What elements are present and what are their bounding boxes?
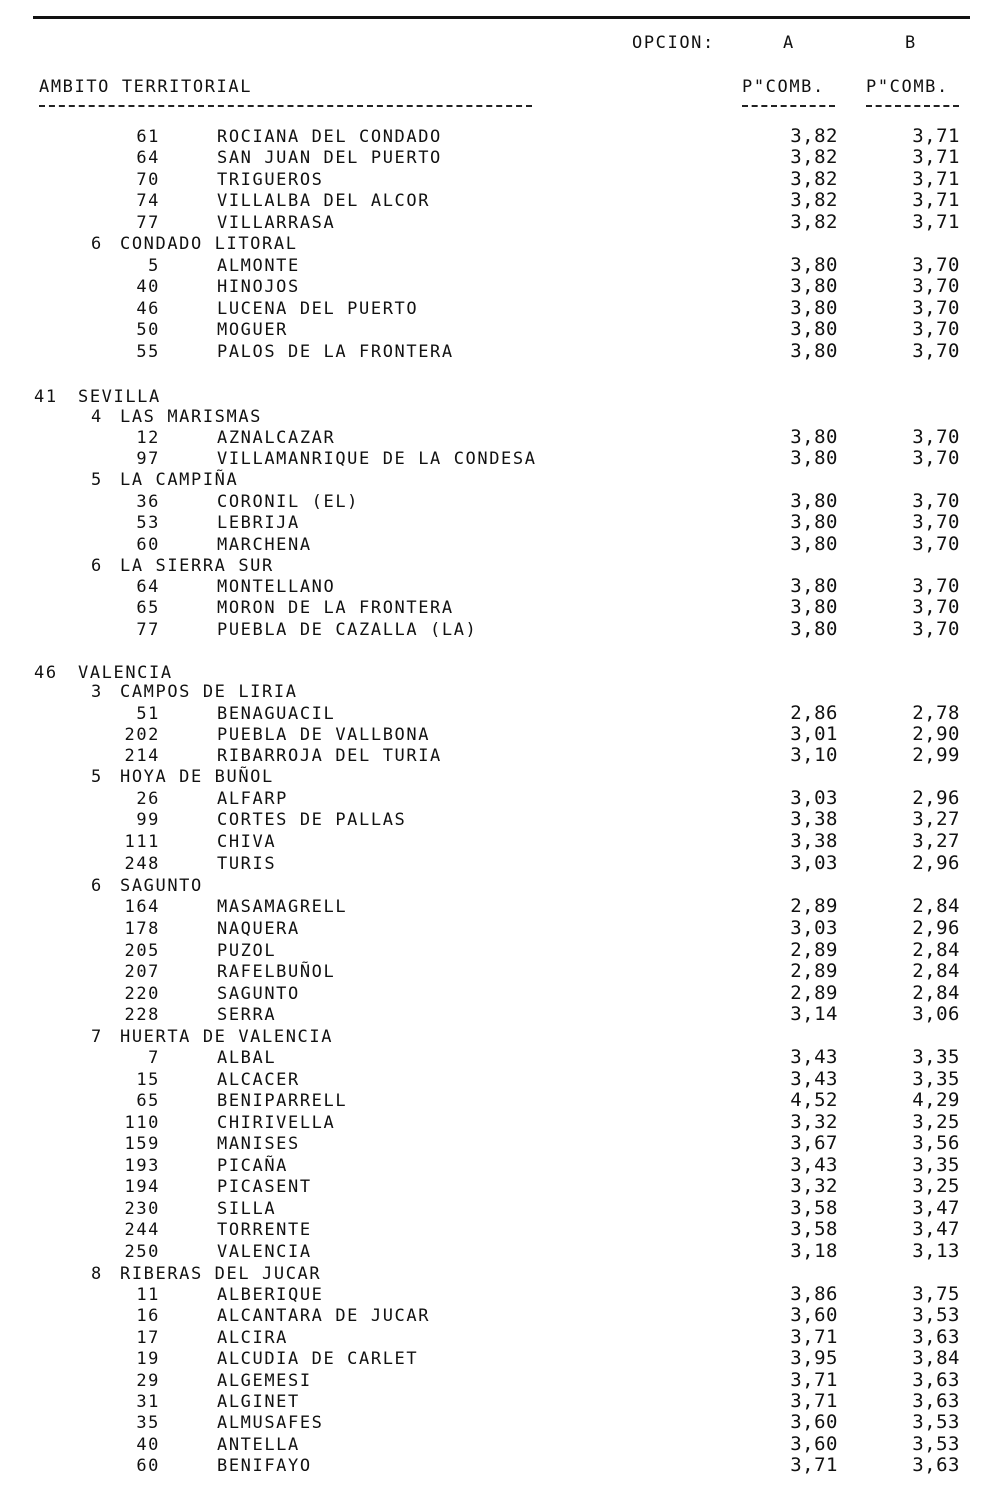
value-option-a: 3,58	[790, 1218, 838, 1240]
municipality-name: ANTELLA	[217, 1435, 300, 1455]
municipality-code: 36	[136, 492, 160, 512]
municipality-name: AZNALCAZAR	[217, 428, 336, 448]
value-option-a: 3,01	[790, 723, 838, 745]
comarca-name: LAS MARISMAS	[120, 407, 263, 427]
value-option-a: 3,95	[790, 1347, 838, 1369]
value-option-a: 3,71	[790, 1326, 838, 1348]
province-code: 41	[34, 387, 58, 407]
value-option-b: 3,71	[912, 146, 960, 168]
value-option-b: 3,71	[912, 125, 960, 147]
municipality-name: RAFELBUÑOL	[217, 962, 336, 982]
municipality-code: 16	[136, 1306, 160, 1326]
comarca-name: RIBERAS DEL JUCAR	[120, 1264, 322, 1284]
value-option-a: 3,71	[790, 1390, 838, 1412]
municipality-name: CHIVA	[217, 832, 277, 852]
municipality-code: 46	[136, 299, 160, 319]
value-option-b: 4,29	[912, 1089, 960, 1111]
municipality-code: 40	[136, 277, 160, 297]
municipality-code: 60	[136, 535, 160, 555]
column-a-subheader: P"COMB.	[742, 77, 825, 97]
value-option-a: 3,14	[790, 1003, 838, 1025]
value-option-a: 3,80	[790, 533, 838, 555]
municipality-code: 65	[136, 1091, 160, 1111]
value-option-a: 2,89	[790, 982, 838, 1004]
value-option-a: 3,82	[790, 168, 838, 190]
value-option-b: 3,63	[912, 1326, 960, 1348]
value-option-b: 3,35	[912, 1154, 960, 1176]
value-option-a: 3,10	[790, 744, 838, 766]
value-option-b: 3,27	[912, 808, 960, 830]
value-option-a: 3,71	[790, 1369, 838, 1391]
municipality-name: VILLARRASA	[217, 213, 336, 233]
municipality-code: 202	[124, 725, 160, 745]
value-option-b: 2,84	[912, 960, 960, 982]
value-option-b: 2,99	[912, 744, 960, 766]
comarca-code: 5	[91, 470, 103, 490]
municipality-name: VILLALBA DEL ALCOR	[217, 191, 431, 211]
comarca-code: 3	[91, 682, 103, 702]
municipality-name: TURIS	[217, 854, 277, 874]
municipality-code: 65	[136, 598, 160, 618]
municipality-code: 60	[136, 1456, 160, 1476]
municipality-name: SAN JUAN DEL PUERTO	[217, 148, 442, 168]
value-option-a: 4,52	[790, 1089, 838, 1111]
value-option-a: 3,43	[790, 1068, 838, 1090]
column-b-header: B	[905, 33, 917, 53]
value-option-a: 3,60	[790, 1411, 838, 1433]
value-option-b: 3,63	[912, 1454, 960, 1476]
municipality-name: PICASENT	[217, 1177, 312, 1197]
value-option-a: 3,43	[790, 1046, 838, 1068]
municipality-code: 17	[136, 1328, 160, 1348]
municipality-name: TRIGUEROS	[217, 170, 324, 190]
value-option-b: 3,84	[912, 1347, 960, 1369]
value-option-a: 3,80	[790, 254, 838, 276]
value-option-a: 2,89	[790, 960, 838, 982]
comarca-code: 4	[91, 407, 103, 427]
value-option-b: 3,53	[912, 1304, 960, 1326]
value-option-a: 3,80	[790, 426, 838, 448]
value-option-b: 3,70	[912, 426, 960, 448]
municipality-code: 29	[136, 1371, 160, 1391]
municipality-name: VILLAMANRIQUE DE LA CONDESA	[217, 449, 537, 469]
municipality-code: 99	[136, 810, 160, 830]
value-option-a: 3,03	[790, 787, 838, 809]
municipality-code: 7	[148, 1048, 160, 1068]
comarca-code: 6	[91, 556, 103, 576]
value-option-a: 3,82	[790, 125, 838, 147]
value-option-b: 2,84	[912, 895, 960, 917]
municipality-code: 164	[124, 897, 160, 917]
municipality-name: ALBERIQUE	[217, 1285, 324, 1305]
municipality-name: ALCUDIA DE CARLET	[217, 1349, 419, 1369]
value-option-a: 3,80	[790, 447, 838, 469]
municipality-name: ALCACER	[217, 1070, 300, 1090]
value-option-a: 3,80	[790, 575, 838, 597]
comarca-name: HUERTA DE VALENCIA	[120, 1027, 334, 1047]
municipality-code: 5	[148, 256, 160, 276]
value-option-a: 3,80	[790, 340, 838, 362]
municipality-code: 97	[136, 449, 160, 469]
value-option-b: 3,25	[912, 1111, 960, 1133]
value-option-b: 3,27	[912, 830, 960, 852]
value-option-a: 3,38	[790, 830, 838, 852]
municipality-name: MOGUER	[217, 320, 289, 340]
municipality-code: 11	[136, 1285, 160, 1305]
municipality-code: 248	[124, 854, 160, 874]
comarca-code: 6	[91, 234, 103, 254]
municipality-name: ALBAL	[217, 1048, 277, 1068]
municipality-code: 244	[124, 1220, 160, 1240]
municipality-name: BENIFAYO	[217, 1456, 312, 1476]
municipality-name: ALCIRA	[217, 1328, 289, 1348]
municipality-code: 193	[124, 1156, 160, 1176]
value-option-b: 3,35	[912, 1046, 960, 1068]
value-option-a: 3,03	[790, 852, 838, 874]
municipality-name: SERRA	[217, 1005, 277, 1025]
municipality-code: 55	[136, 342, 160, 362]
value-option-a: 3,43	[790, 1154, 838, 1176]
value-option-a: 3,82	[790, 211, 838, 233]
value-option-b: 3,70	[912, 511, 960, 533]
province-name: VALENCIA	[78, 663, 173, 683]
opcion-label: OPCION:	[632, 33, 715, 53]
municipality-code: 111	[124, 832, 160, 852]
value-option-b: 2,84	[912, 982, 960, 1004]
value-option-a: 3,32	[790, 1111, 838, 1133]
value-option-a: 3,03	[790, 917, 838, 939]
municipality-code: 40	[136, 1435, 160, 1455]
municipality-name: PICAÑA	[217, 1156, 289, 1176]
municipality-code: 26	[136, 789, 160, 809]
value-option-b: 3,53	[912, 1411, 960, 1433]
municipality-code: 61	[136, 127, 160, 147]
value-option-b: 3,70	[912, 447, 960, 469]
value-option-b: 3,13	[912, 1240, 960, 1262]
value-option-b: 3,35	[912, 1068, 960, 1090]
column-a-underline	[742, 105, 835, 107]
municipality-code: 51	[136, 704, 160, 724]
value-option-b: 3,70	[912, 618, 960, 640]
municipality-name: TORRENTE	[217, 1220, 312, 1240]
value-option-a: 3,80	[790, 511, 838, 533]
value-option-a: 3,86	[790, 1283, 838, 1305]
value-option-a: 3,82	[790, 189, 838, 211]
municipality-code: 53	[136, 513, 160, 533]
municipality-name: MARCHENA	[217, 535, 312, 555]
municipality-name: VALENCIA	[217, 1242, 312, 1262]
municipality-code: 50	[136, 320, 160, 340]
value-option-b: 3,47	[912, 1218, 960, 1240]
municipality-name: ALCANTARA DE JUCAR	[217, 1306, 431, 1326]
comarca-code: 7	[91, 1027, 103, 1047]
value-option-b: 3,70	[912, 575, 960, 597]
municipality-code: 228	[124, 1005, 160, 1025]
comarca-name: SAGUNTO	[120, 876, 203, 896]
value-option-a: 3,82	[790, 146, 838, 168]
value-option-b: 3,63	[912, 1369, 960, 1391]
municipality-code: 207	[124, 962, 160, 982]
municipality-code: 214	[124, 746, 160, 766]
comarca-code: 8	[91, 1264, 103, 1284]
value-option-b: 2,90	[912, 723, 960, 745]
comarca-name: HOYA DE BUÑOL	[120, 767, 274, 787]
province-name: SEVILLA	[78, 387, 161, 407]
value-option-b: 3,70	[912, 340, 960, 362]
column-b-underline	[866, 105, 959, 107]
column-a-header: A	[783, 33, 795, 53]
value-option-a: 3,60	[790, 1433, 838, 1455]
municipality-name: PALOS DE LA FRONTERA	[217, 342, 454, 362]
value-option-a: 3,32	[790, 1175, 838, 1197]
value-option-b: 3,47	[912, 1197, 960, 1219]
municipality-code: 15	[136, 1070, 160, 1090]
province-code: 46	[34, 663, 58, 683]
value-option-b: 2,96	[912, 917, 960, 939]
municipality-name: ALMUSAFES	[217, 1413, 324, 1433]
value-option-b: 3,70	[912, 275, 960, 297]
municipality-code: 35	[136, 1413, 160, 1433]
municipality-name: SAGUNTO	[217, 984, 300, 1004]
municipality-code: 64	[136, 577, 160, 597]
value-option-a: 3,58	[790, 1197, 838, 1219]
municipality-name: SILLA	[217, 1199, 277, 1219]
municipality-name: HINOJOS	[217, 277, 300, 297]
ambito-territorial-header: AMBITO TERRITORIAL	[39, 77, 253, 97]
municipality-name: MORON DE LA FRONTERA	[217, 598, 454, 618]
municipality-code: 70	[136, 170, 160, 190]
municipality-code: 178	[124, 919, 160, 939]
comarca-name: LA CAMPIÑA	[120, 470, 239, 490]
value-option-b: 3,70	[912, 596, 960, 618]
value-option-a: 3,80	[790, 618, 838, 640]
municipality-code: 77	[136, 620, 160, 640]
column-b-subheader: P"COMB.	[866, 77, 949, 97]
value-option-b: 3,70	[912, 254, 960, 276]
value-option-a: 3,80	[790, 596, 838, 618]
municipality-code: 205	[124, 941, 160, 961]
municipality-code: 250	[124, 1242, 160, 1262]
municipality-code: 220	[124, 984, 160, 1004]
value-option-b: 3,56	[912, 1132, 960, 1154]
value-option-a: 3,18	[790, 1240, 838, 1262]
municipality-code: 110	[124, 1113, 160, 1133]
municipality-code: 12	[136, 428, 160, 448]
comarca-code: 6	[91, 876, 103, 896]
municipality-name: PUZOL	[217, 941, 277, 961]
municipality-name: MONTELLANO	[217, 577, 336, 597]
value-option-b: 3,70	[912, 318, 960, 340]
value-option-a: 3,71	[790, 1454, 838, 1476]
value-option-b: 3,70	[912, 490, 960, 512]
comarca-name: CONDADO LITORAL	[120, 234, 298, 254]
municipality-code: 31	[136, 1392, 160, 1412]
value-option-a: 3,67	[790, 1132, 838, 1154]
municipality-code: 230	[124, 1199, 160, 1219]
value-option-a: 3,80	[790, 490, 838, 512]
value-option-b: 3,70	[912, 533, 960, 555]
municipality-name: RIBARROJA DEL TURIA	[217, 746, 442, 766]
municipality-name: MASAMAGRELL	[217, 897, 348, 917]
value-option-b: 3,06	[912, 1003, 960, 1025]
value-option-a: 3,38	[790, 808, 838, 830]
top-rule	[33, 16, 970, 19]
value-option-a: 2,86	[790, 702, 838, 724]
municipality-name: BENIPARRELL	[217, 1091, 348, 1111]
municipality-name: CHIRIVELLA	[217, 1113, 336, 1133]
municipality-name: ALGINET	[217, 1392, 300, 1412]
municipality-code: 74	[136, 191, 160, 211]
municipality-name: MANISES	[217, 1134, 300, 1154]
value-option-b: 3,71	[912, 189, 960, 211]
municipality-name: CORONIL (EL)	[217, 492, 360, 512]
municipality-name: ALFARP	[217, 789, 289, 809]
value-option-b: 3,71	[912, 168, 960, 190]
municipality-name: LEBRIJA	[217, 513, 300, 533]
municipality-code: 19	[136, 1349, 160, 1369]
value-option-b: 3,70	[912, 297, 960, 319]
value-option-a: 2,89	[790, 939, 838, 961]
value-option-a: 3,80	[790, 275, 838, 297]
municipality-code: 77	[136, 213, 160, 233]
municipality-code: 64	[136, 148, 160, 168]
municipality-name: BENAGUACIL	[217, 704, 336, 724]
value-option-b: 2,96	[912, 787, 960, 809]
municipality-name: LUCENA DEL PUERTO	[217, 299, 419, 319]
header-underline	[39, 105, 532, 107]
municipality-name: ALMONTE	[217, 256, 300, 276]
value-option-b: 3,75	[912, 1283, 960, 1305]
comarca-code: 5	[91, 767, 103, 787]
comarca-name: CAMPOS DE LIRIA	[120, 682, 298, 702]
municipality-name: CORTES DE PALLAS	[217, 810, 407, 830]
value-option-a: 2,89	[790, 895, 838, 917]
municipality-name: NAQUERA	[217, 919, 300, 939]
municipality-name: ROCIANA DEL CONDADO	[217, 127, 442, 147]
municipality-name: ALGEMESI	[217, 1371, 312, 1391]
value-option-a: 3,60	[790, 1304, 838, 1326]
value-option-b: 3,63	[912, 1390, 960, 1412]
value-option-a: 3,80	[790, 297, 838, 319]
comarca-name: LA SIERRA SUR	[120, 556, 274, 576]
municipality-name: PUEBLA DE VALLBONA	[217, 725, 431, 745]
value-option-b: 2,78	[912, 702, 960, 724]
municipality-name: PUEBLA DE CAZALLA (LA)	[217, 620, 478, 640]
value-option-b: 3,25	[912, 1175, 960, 1197]
value-option-a: 3,80	[790, 318, 838, 340]
value-option-b: 2,84	[912, 939, 960, 961]
municipality-code: 194	[124, 1177, 160, 1197]
value-option-b: 3,53	[912, 1433, 960, 1455]
value-option-b: 3,71	[912, 211, 960, 233]
municipality-code: 159	[124, 1134, 160, 1154]
value-option-b: 2,96	[912, 852, 960, 874]
